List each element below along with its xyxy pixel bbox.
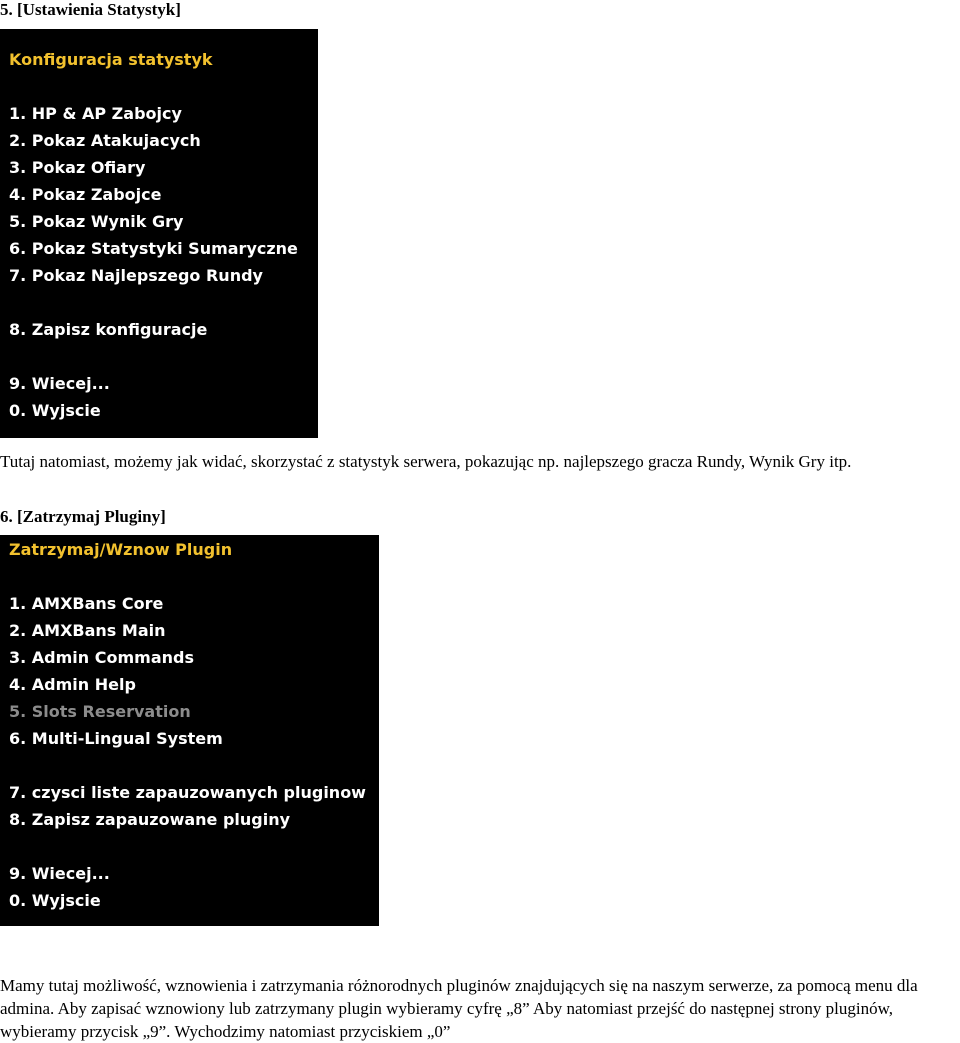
- stats-menu-item-exit[interactable]: 0. Wyjscie: [9, 401, 101, 420]
- stats-config-menu: [0, 29, 318, 438]
- plugin-menu-item-disabled: 5. Slots Reservation: [9, 702, 191, 721]
- plugin-menu-item[interactable]: 1. AMXBans Core: [9, 594, 164, 613]
- stats-menu-item[interactable]: 6. Pokaz Statystyki Sumaryczne: [9, 239, 298, 258]
- section-6-description: Mamy tutaj możliwość, wznowienia i zatrzymania różnorodnych pluginów znajdujących się na naszym serwerze, za pomocą menu dla admina. Aby zapisać wznowiony lub zatrzymany plugin wybieramy cyfrę „8” Aby natomiast przejść do następnej strony pluginów, wybieramy przycisk „9”. Wychodzimy natomiast przyciskiem „0”: [0, 976, 918, 1041]
- plugin-menu-item-clear[interactable]: 7. czysci liste zapauzowanych pluginow: [9, 783, 366, 802]
- stats-menu-item[interactable]: 3. Pokaz Ofiary: [9, 158, 146, 177]
- plugin-menu-item[interactable]: 2. AMXBans Main: [9, 621, 166, 640]
- plugin-menu-item[interactable]: 4. Admin Help: [9, 675, 136, 694]
- stats-menu-item-save[interactable]: 8. Zapisz konfiguracje: [9, 320, 208, 339]
- plugin-pause-menu: [0, 535, 379, 926]
- section-5-heading: 5. [Ustawienia Statystyk]: [0, 0, 181, 19]
- plugin-menu-item[interactable]: 3. Admin Commands: [9, 648, 194, 667]
- stats-menu-item[interactable]: 5. Pokaz Wynik Gry: [9, 212, 184, 231]
- plugin-menu-item[interactable]: 6. Multi-Lingual System: [9, 729, 223, 748]
- stats-menu-item-more[interactable]: 9. Wiecej...: [9, 374, 110, 393]
- plugin-menu-item-more[interactable]: 9. Wiecej...: [9, 864, 110, 883]
- plugin-menu-item-save[interactable]: 8. Zapisz zapauzowane pluginy: [9, 810, 291, 829]
- plugin-menu-title: Zatrzymaj/Wznow Plugin: [9, 540, 233, 559]
- stats-menu-item[interactable]: 7. Pokaz Najlepszego Rundy: [9, 266, 263, 285]
- section-5-description: Tutaj natomiast, możemy jak widać, skorzystać z statystyk serwera, pokazując np. najlepszego gracza Rundy, Wynik Gry itp.: [0, 452, 852, 471]
- stats-menu-item[interactable]: 4. Pokaz Zabojce: [9, 185, 162, 204]
- stats-menu-item[interactable]: 2. Pokaz Atakujacych: [9, 131, 201, 150]
- section-6-heading: 6. [Zatrzymaj Pluginy]: [0, 507, 166, 526]
- plugin-menu-item-exit[interactable]: 0. Wyjscie: [9, 891, 101, 910]
- stats-menu-title: Konfiguracja statystyk: [9, 50, 213, 69]
- stats-menu-item[interactable]: 1. HP & AP Zabojcy: [9, 104, 182, 123]
